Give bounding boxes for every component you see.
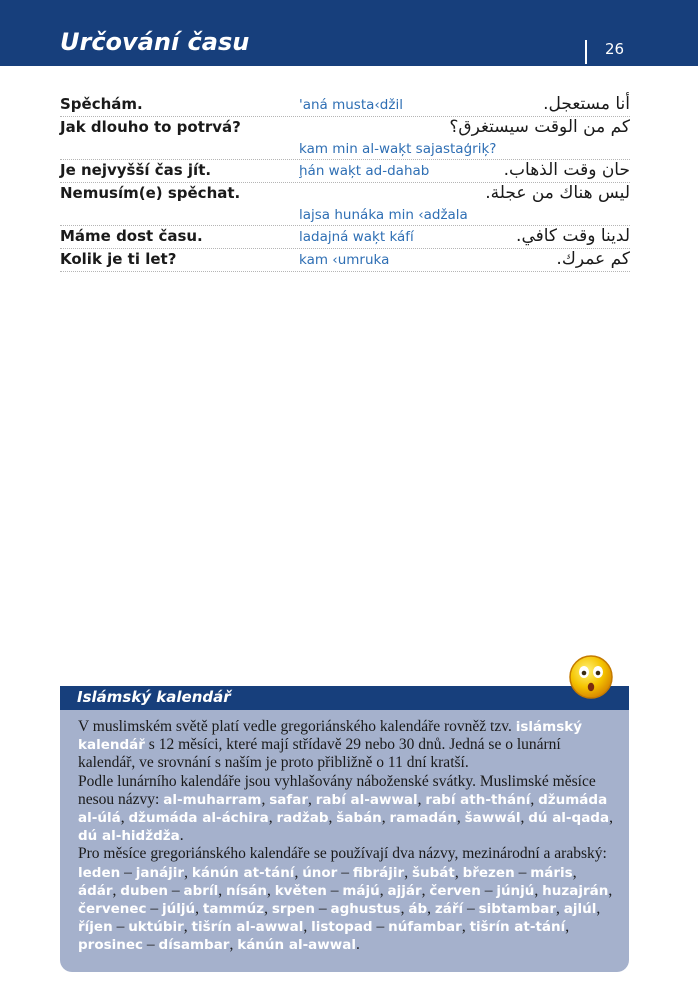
month-name: šabán [336, 810, 382, 827]
czech-phrase: Kolik je ti let? [60, 250, 177, 268]
month-name: džumáda al-áchira [128, 810, 269, 827]
month-name: aghustus [330, 901, 401, 918]
month-name: rabí al-awwal [315, 791, 418, 808]
month-name: tišrín at-tání [469, 919, 566, 936]
month-name: září [434, 901, 464, 918]
phrase-row [60, 117, 630, 160]
paragraph [78, 773, 614, 846]
month-name: červen [429, 882, 481, 899]
month-name: únor [302, 864, 338, 881]
month-name: listopad [311, 919, 373, 936]
transliteration: ladajná waķt káfí [299, 229, 414, 245]
month-name: ádár [78, 882, 113, 899]
month-name: májú [342, 882, 380, 899]
month-name: uktúbir [128, 919, 184, 936]
phrase-row [60, 226, 630, 249]
month-name: abríl [183, 882, 219, 899]
month-name: březen [462, 864, 515, 881]
czech-phrase: Jak dlouho to potrvá? [60, 118, 241, 136]
month-name: al-muharram [163, 791, 262, 808]
paragraph [78, 718, 614, 773]
arabic-phrase: ليس هناك من عجلة. [485, 183, 630, 203]
month-name: květen [274, 882, 327, 899]
paragraph-text: V muslimském světě platí vedle gregoriánského kalendáře rovněž tzv. [78, 718, 516, 735]
month-name: dísambar [158, 937, 230, 954]
month-name: srpen [271, 901, 315, 918]
paragraph [78, 845, 614, 954]
month-name: prosinec [78, 937, 144, 954]
month-name: ajjár [387, 882, 422, 899]
transliteration: ḩán waķt ad-dahab [299, 163, 430, 179]
paragraph-text: Pro měsíce gregoriánského kalendáře se používají dva názvy, mezinárodní a arabský: [78, 845, 607, 863]
month-name: tišrín al-awwal [191, 919, 304, 936]
month-name: júljú [162, 901, 196, 918]
phrase-row [60, 183, 630, 226]
info-box-body [78, 718, 614, 955]
czech-phrase: Je nejvyšší čas jít. [60, 161, 212, 179]
month-name: duben [120, 882, 169, 899]
month-name: šawwál [464, 810, 521, 827]
month-name: džumáda al-úlá [78, 791, 608, 827]
czech-phrase: Nemusím(e) spěchat. [60, 184, 241, 202]
month-name: rabí ath-thání [425, 791, 531, 808]
header-divider [585, 40, 587, 64]
highlight-term: islámský kalendář [78, 719, 583, 754]
month-name: ramadán [389, 810, 457, 827]
arabic-phrase: كم من الوقت سيستغرق؟ [449, 117, 630, 137]
month-name: núfambar [388, 919, 462, 936]
arabic-phrase: أنا مستعجل. [543, 94, 630, 114]
month-name: máris [530, 864, 573, 881]
month-name: ajlúl [563, 901, 597, 918]
month-name: kánún al-awwal [237, 937, 356, 954]
transliteration: lajsa hunáka min ‹adžala [299, 207, 468, 223]
info-box-title: Islámský kalendář [77, 688, 231, 706]
info-box-header [60, 686, 629, 710]
month-name: dú al-qada [528, 810, 610, 827]
month-name: dú al-hidždža [78, 828, 180, 845]
month-name: fibrájir [352, 864, 405, 881]
month-name: kánún at-tání [191, 864, 295, 881]
islamic-month-list: al-muharram, safar, rabí al-awwal, rabí ath-thání, džumáda al-úlá, džumáda al-áchira, radžab, šabán, ramadán, šawwál, dú al-qada, dú al-hidždža [78, 790, 613, 845]
month-name: safar [269, 791, 309, 808]
page-header [0, 0, 698, 66]
arabic-phrase: حان وقت الذهاب. [503, 160, 630, 180]
month-name: sibtambar [478, 901, 557, 918]
czech-phrase: Spěchám. [60, 95, 143, 113]
phrase-row [60, 94, 630, 117]
transliteration: kam min al-waķt sajastaģriķ? [299, 141, 497, 157]
month-name: huzajrán [542, 882, 609, 899]
paragraph-text: Podle lunárního kalendáře jsou vyhlašovány náboženské svátky. Muslimské měsíce nesou názvy: [78, 772, 596, 808]
month-name: janájir [135, 864, 185, 881]
month-name: júnjú [496, 882, 535, 899]
czech-phrase: Máme dost času. [60, 227, 203, 245]
paragraph-text: . [179, 827, 184, 845]
month-name: červenec [78, 901, 147, 918]
month-name: šubát [411, 864, 455, 881]
transliteration: kam ‹umruka [299, 252, 390, 268]
phrase-row [60, 249, 630, 272]
surprised-face-icon [568, 654, 614, 700]
phrase-row [60, 160, 630, 183]
paragraph-text: . [355, 936, 360, 954]
month-name: nísán [225, 882, 267, 899]
arabic-phrase: لدينا وقت كافي. [516, 226, 630, 246]
month-name: říjen [78, 919, 113, 936]
month-name: radžab [276, 810, 329, 827]
page-title: Určování času [60, 28, 250, 56]
phrase-list [60, 94, 630, 272]
month-name: tammúz [202, 901, 265, 918]
transliteration: 'aná musta‹džil [299, 97, 403, 113]
month-name: leden [78, 864, 121, 881]
paragraph-text: s 12 měsíci, které mají střídavě 29 nebo 30 dnů. Jedná se o lunární kalendář, ve srovnání s naším je proto přibližně o 11 dní kratší. [78, 736, 561, 772]
gregorian-month-list: leden – janájir, kánún at-tání, únor – fibrájir, šubát, březen – máris, ádár, duben – abríl, nísán, květen – májú, ajjár, červen – júnjú, huzajrán, červenec – júljú, tammúz, srpen – aghustus, áb, září – sibtambar, ajlúl, říjen – uktúbir, tišrín al-awwal, listopad – núfambar, tišrín at-tání, prosinec – dísambar, kánún al-awwal [78, 863, 613, 954]
arabic-phrase: كم عمرك. [556, 249, 630, 269]
page-number: 26 [605, 40, 625, 58]
month-name: áb [408, 901, 428, 918]
